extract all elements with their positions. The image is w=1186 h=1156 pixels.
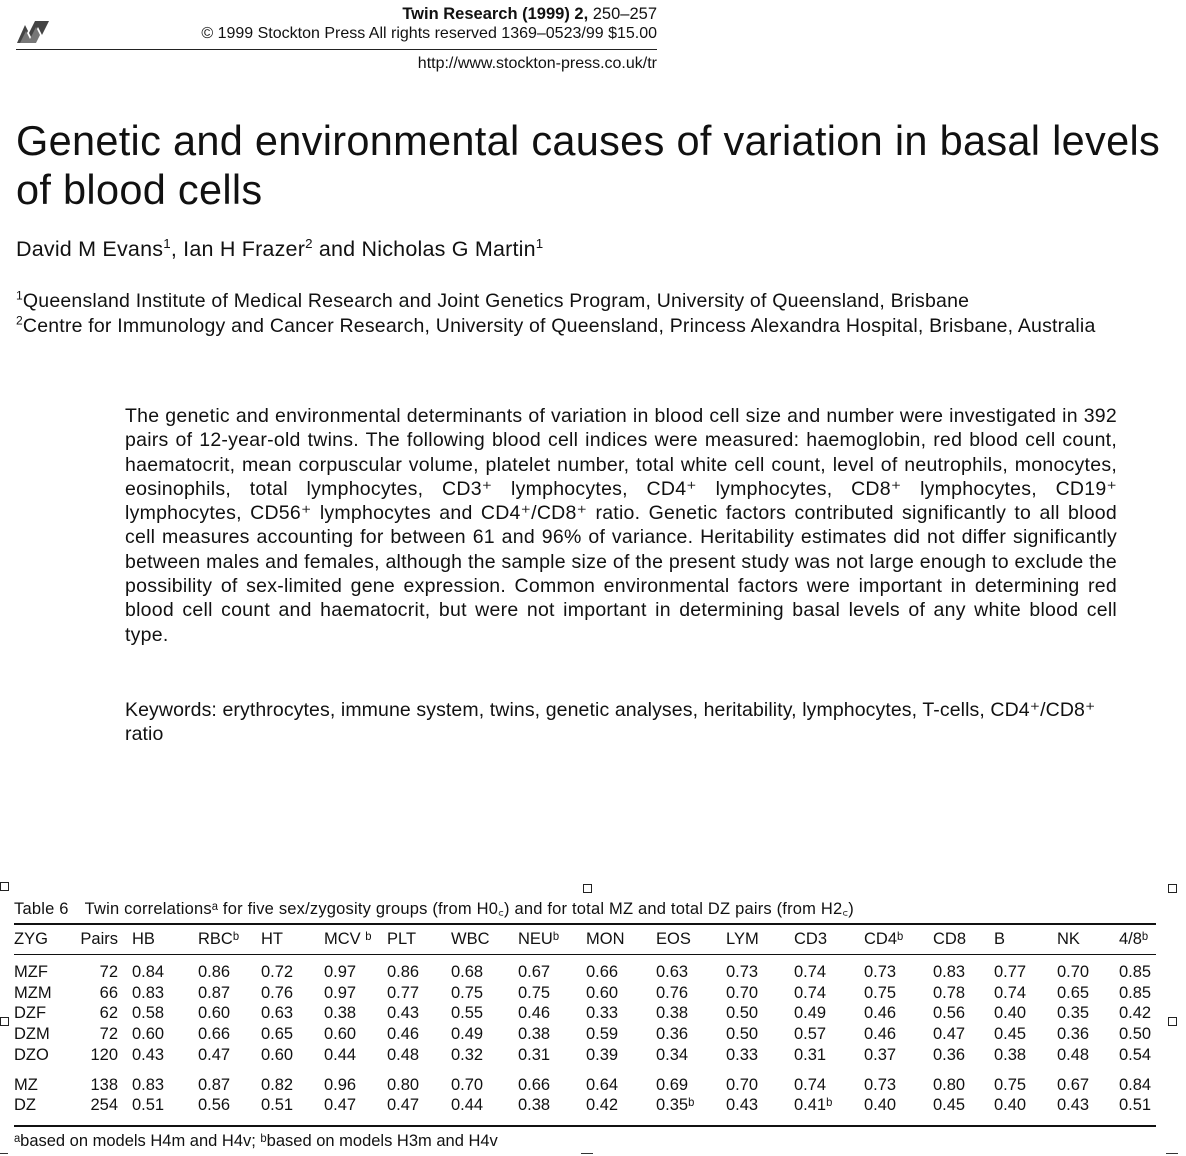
table-cell: 0.70: [726, 983, 759, 1002]
column-header: CD3: [794, 930, 828, 948]
table-cell: 0.36: [933, 1045, 966, 1064]
copyright-line: © 1999 Stockton Press All rights reserved 1369–0523/99 $15.00: [201, 25, 657, 42]
table-cell: 0.49: [451, 1025, 484, 1044]
table-top-rule: [14, 923, 1156, 925]
table-cell: 0.77: [994, 963, 1027, 981]
table-cell: 0.76: [261, 983, 294, 1002]
table-cell: 0.54: [1119, 1045, 1152, 1064]
table-row: [14, 1045, 1186, 1066]
table-cell: 62: [99, 1004, 118, 1023]
table-cell: 0.43: [726, 1096, 759, 1115]
table-cell: 0.55: [451, 1004, 484, 1023]
table-cell: 0.80: [933, 1075, 966, 1094]
table-cell: 0.37: [864, 1045, 897, 1064]
table-cell: 0.45: [994, 1025, 1027, 1044]
row-label: DZ: [14, 1096, 36, 1115]
author-name: Nicholas G Martin: [361, 237, 536, 261]
column-header: PLT: [387, 930, 417, 948]
table-cell: 0.32: [451, 1045, 484, 1064]
frame-tick: [0, 1153, 8, 1154]
table-cell: 72: [99, 963, 118, 981]
table-cell: 0.31: [518, 1045, 551, 1064]
table-cell: 0.36: [1057, 1025, 1090, 1044]
table-bottom-rule: [14, 1125, 1156, 1127]
article-title: Genetic and environmental causes of variation in basal levels of blood cells: [16, 117, 1161, 213]
column-header: EOS: [656, 930, 691, 948]
table-cell: 0.47: [933, 1025, 966, 1044]
table-cell: 0.48: [1057, 1045, 1090, 1064]
table-cell: 0.38: [994, 1045, 1027, 1064]
table-cell: 0.56: [933, 1004, 966, 1023]
table-cell: 120: [90, 1045, 118, 1064]
table-cell: 0.42: [1119, 1004, 1152, 1023]
column-header: HB: [132, 930, 155, 948]
table-cell: 0.78: [933, 983, 966, 1002]
table-cell: 0.47: [324, 1096, 357, 1115]
table-cell: 0.38: [518, 1025, 551, 1044]
table-cell: 0.60: [324, 1025, 357, 1044]
table-cell: 0.86: [198, 963, 231, 981]
table-cell: 0.82: [261, 1075, 294, 1094]
table-cell: 0.42: [586, 1096, 619, 1115]
table-cell: 0.97: [324, 963, 357, 981]
table-cell: 0.84: [1119, 1075, 1152, 1094]
frame-handle[interactable]: [1168, 884, 1177, 893]
table-label: Table 6: [14, 900, 69, 918]
table-cell: 0.50: [726, 1004, 759, 1023]
table-cell: 0.46: [387, 1025, 420, 1044]
table-footnote: ᵃbased on models H4m and H4v; ᵇbased on models H3m and H4v: [14, 1132, 498, 1150]
table-cell: 0.77: [387, 983, 420, 1002]
table-cell: 0.68: [451, 963, 484, 981]
abstract: The genetic and environmental determinants of variation in blood cell size and number were investigated in 392 pairs of 12-year-old twins. The following blood cell indices were measured: haemoglobin, red blood cell count, haematocrit, mean corpuscular volume, platelet number, total white cell count, level of neutrophils, monocytes, eosinophils, total lymphocytes, CD3⁺ lymphocytes, CD4⁺ lymphocytes, CD8⁺ lymphocytes, CD19⁺ lymphocytes, CD56⁺ lymphocytes and CD4⁺/CD8⁺ ratio. Genetic factors contributed significantly to all blood cell measures accounting for between 61 and 96% of variance. Heritability estimates did not differ significantly between males and females, although the sample size of the present study was not large enough to exclude the possibility of sex-limited gene expression. Common environmental factors were important in determining red blood cell count and haematocrit, but were not important in determining basal levels of any white blood cell type.: [125, 405, 1117, 646]
table-cell: 0.34: [656, 1045, 689, 1064]
table-cell: 0.65: [1057, 983, 1090, 1002]
table-cell: 0.36: [656, 1025, 689, 1044]
table-cell: 0.39: [586, 1045, 619, 1064]
row-label: DZO: [14, 1045, 49, 1064]
journal-citation: Twin Research (1999) 2, 250–257: [402, 5, 657, 23]
table-row: [14, 1066, 1186, 1096]
column-header: MON: [586, 930, 625, 948]
table-cell: 0.31: [794, 1045, 827, 1064]
author-name: David M Evans: [16, 237, 164, 261]
header-rule: [16, 49, 657, 50]
table-cell: 0.51: [261, 1096, 294, 1115]
twin-correlation-table: [14, 926, 1186, 1116]
frame-handle[interactable]: [1168, 1017, 1177, 1026]
column-header: WBC: [451, 930, 490, 948]
table-cell: 0.58: [132, 1004, 165, 1023]
table-row: [14, 1003, 1186, 1024]
table-cell: 0.38: [656, 1004, 689, 1023]
table-cell: 0.51: [132, 1096, 165, 1115]
table-cell: 0.38: [518, 1096, 551, 1115]
row-label: MZM: [14, 983, 52, 1002]
table-row: [14, 983, 1186, 1004]
table-cell: 0.87: [198, 1075, 231, 1094]
table-cell: 0.46: [864, 1025, 897, 1044]
table-cell: 0.75: [994, 1075, 1027, 1094]
table-cell: 0.56: [198, 1096, 231, 1115]
table-cell: 0.73: [864, 1075, 897, 1094]
table-cell: 0.60: [132, 1025, 165, 1044]
table-cell: 0.83: [132, 1075, 165, 1094]
column-header: Pairs: [80, 930, 118, 948]
table-cell: 0.70: [726, 1075, 759, 1094]
table-row: [14, 1024, 1186, 1045]
table-cell: 0.40: [994, 1096, 1027, 1115]
table-cell: 0.70: [451, 1075, 484, 1094]
table-cell: 0.33: [586, 1004, 619, 1023]
table-row: [14, 952, 1186, 983]
table-cell: 0.96: [324, 1075, 357, 1094]
table-cell: 0.43: [132, 1045, 165, 1064]
table-cell: 0.73: [864, 963, 897, 981]
table-cell: 0.35: [1057, 1004, 1090, 1023]
table-row: [14, 1095, 1186, 1116]
table-cell: 0.40: [864, 1096, 897, 1115]
table-cell: 0.46: [864, 1004, 897, 1023]
table-cell: 0.43: [387, 1004, 420, 1023]
table-cell: 0.66: [586, 963, 619, 981]
table-cell: 0.45: [933, 1096, 966, 1115]
table-cell: 0.63: [261, 1004, 294, 1023]
table-cell: 0.65: [261, 1025, 294, 1044]
frame-handle[interactable]: [583, 884, 592, 893]
table-cell: 0.33: [726, 1045, 759, 1064]
column-header: RBCᵇ: [198, 930, 240, 948]
table-cell: 0.66: [198, 1025, 231, 1044]
column-header: NEUᵇ: [518, 930, 560, 948]
table-cell: 0.73: [726, 963, 759, 981]
column-header: ZYG: [14, 930, 48, 948]
table-cell: 0.69: [656, 1075, 689, 1094]
column-header: LYM: [726, 930, 759, 948]
table-cell: 0.47: [387, 1096, 420, 1115]
table-cell: 0.59: [586, 1025, 619, 1044]
table-cell: 0.74: [994, 983, 1027, 1002]
table-cell: 0.50: [726, 1025, 759, 1044]
table-cell: 0.76: [656, 983, 689, 1002]
row-label: DZM: [14, 1025, 50, 1044]
table-cell: 0.43: [1057, 1096, 1090, 1115]
table-header-row: [14, 926, 1186, 952]
table-cell: 0.85: [1119, 963, 1152, 981]
table-cell: 0.46: [518, 1004, 551, 1023]
table-cell: 0.48: [387, 1045, 420, 1064]
frame-handle[interactable]: [0, 1017, 9, 1026]
column-header: CD4ᵇ: [864, 930, 904, 948]
table-cell: 0.72: [261, 963, 294, 981]
table-cell: 0.66: [518, 1075, 551, 1094]
table-cell: 0.50: [1119, 1025, 1152, 1044]
table-cell: 254: [90, 1096, 118, 1115]
frame-handle[interactable]: [0, 882, 9, 891]
table-cell: 0.75: [864, 983, 897, 1002]
table-cell: 0.86: [387, 963, 420, 981]
affiliations: [16, 289, 1176, 338]
author-name: Ian H Frazer: [183, 237, 306, 261]
table-cell: 0.38: [324, 1004, 357, 1023]
table-cell: 0.67: [1057, 1075, 1090, 1094]
table-cell: 0.83: [933, 963, 966, 981]
affiliation-1: $^1$Queensland Institute of Medical Research and Joint Genetics Program, University of Queensland, Brisbane: [16, 288, 970, 312]
table-caption-text: Twin correlationsᵃ for five sex/zygosity groups (from H0꜀) and for total MZ and total DZ pairs (from H2꜀): [84, 900, 854, 918]
table-cell: 0.70: [1057, 963, 1090, 981]
column-header: HT: [261, 930, 283, 948]
table-cell: 0.44: [451, 1096, 484, 1115]
table-cell: 0.64: [586, 1075, 619, 1094]
table-cell: 0.44: [324, 1045, 357, 1064]
table-cell: 0.63: [656, 963, 689, 981]
row-label: MZ: [14, 1075, 38, 1094]
table-cell: 0.35ᵇ: [656, 1096, 695, 1115]
frame-tick: [1166, 1153, 1178, 1154]
table-cell: 66: [99, 983, 118, 1002]
table-cell: 0.80: [387, 1075, 420, 1094]
column-header: CD8: [933, 930, 967, 948]
table-cell: 0.75: [518, 983, 551, 1002]
journal-url[interactable]: http://www.stockton-press.co.uk/tr: [417, 55, 657, 72]
table-cell: 0.85: [1119, 983, 1152, 1002]
author-list: David M Evans$^1$, Ian H Frazer$^2$ and Nicholas G Martin$^1$: [16, 235, 544, 261]
column-header: 4/8ᵇ: [1119, 930, 1149, 948]
column-header: NK: [1057, 930, 1080, 948]
table-cell: 0.57: [794, 1025, 827, 1044]
row-label: DZF: [14, 1004, 47, 1023]
table-cell: 0.74: [794, 963, 827, 981]
table-cell: 0.97: [324, 983, 357, 1002]
table-cell: 0.47: [198, 1045, 231, 1064]
table-cell: 0.60: [261, 1045, 294, 1064]
table-cell: 0.83: [132, 983, 165, 1002]
table-cell: 0.51: [1119, 1096, 1152, 1115]
table-cell: 0.87: [198, 983, 231, 1002]
table-cell: 138: [90, 1075, 118, 1094]
keywords: Keywords: erythrocytes, immune system, twins, genetic analyses, heritability, lymphocytes, T-cells, CD4⁺/CD8⁺ ratio: [125, 699, 1096, 746]
table-cell: 0.49: [794, 1004, 827, 1023]
column-header: MCV ᵇ: [324, 930, 372, 948]
table-cell: 0.74: [794, 983, 827, 1002]
table-cell: 0.75: [451, 983, 484, 1002]
table-caption: [14, 896, 854, 919]
table-cell: 72: [99, 1025, 118, 1044]
table-cell: 0.67: [518, 963, 551, 981]
column-header: B: [994, 930, 1006, 948]
table-cell: 0.41ᵇ: [794, 1096, 833, 1115]
table-cell: 0.60: [586, 983, 619, 1002]
frame-tick: [581, 1153, 593, 1154]
row-label: MZF: [14, 963, 48, 981]
affiliation-2: $^2$Centre for Immunology and Cancer Research, University of Queensland, Princess Alexandra Hospital, Brisbane, Australia: [16, 313, 1096, 337]
publisher-logo-icon: [16, 18, 50, 44]
table-cell: 0.74: [794, 1075, 827, 1094]
table-cell: 0.60: [198, 1004, 231, 1023]
table-cell: 0.84: [132, 963, 165, 981]
table-cell: 0.40: [994, 1004, 1027, 1023]
